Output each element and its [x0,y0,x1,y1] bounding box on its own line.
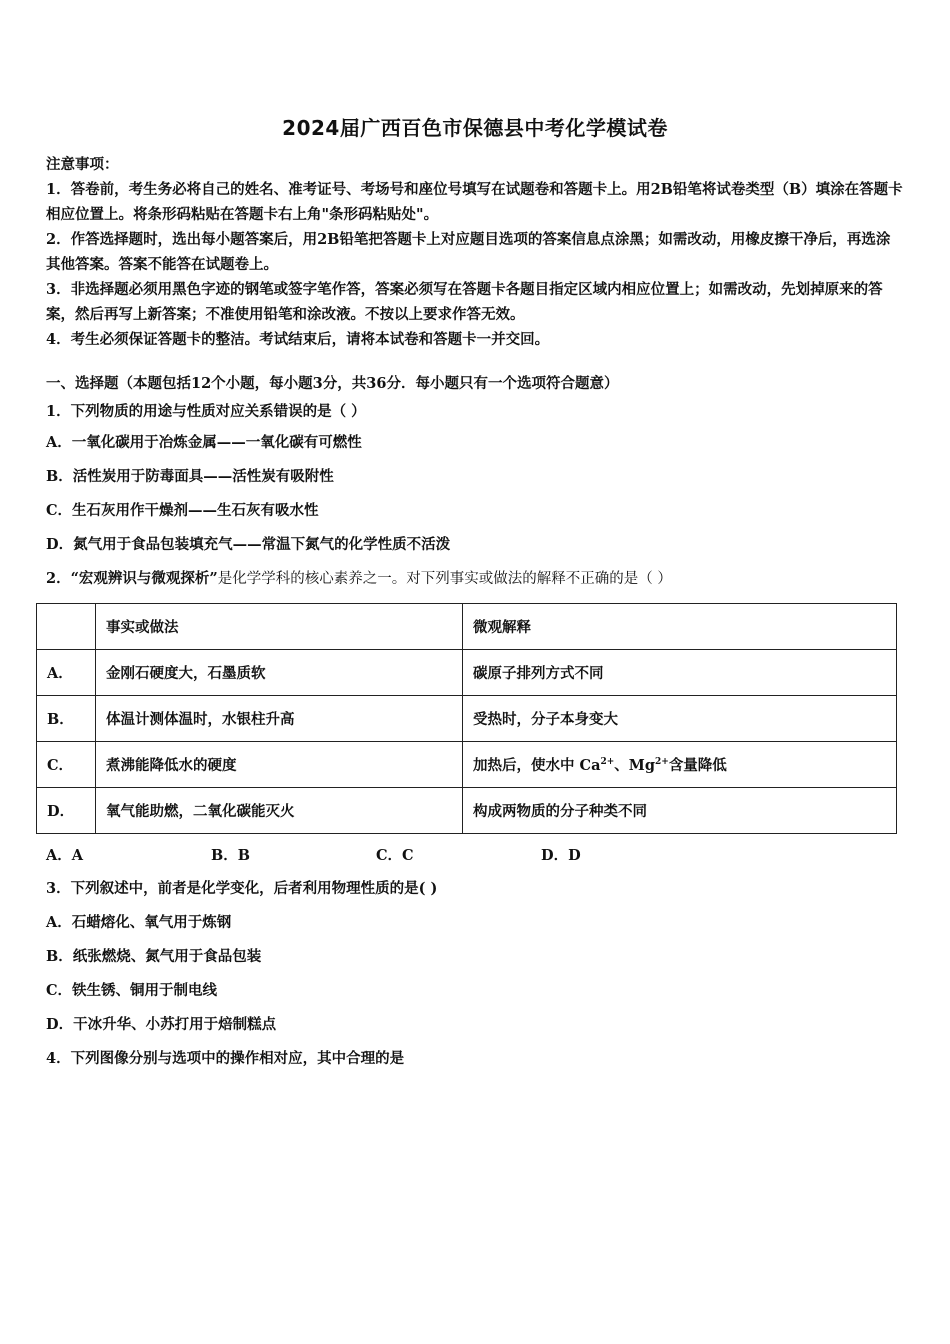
row-fact: 体温计测体温时，水银柱升高 [96,696,463,742]
notice-item: 3．非选择题必须用黑色字迹的钢笔或签字笔作答，答案必须写在答题卡各题目指定区域内相应位置上；如需改动，先划掉原来的答案，然后再写上新答案；不准使用铅笔和涂改液。不按以上要求作答无效。 [46,281,883,323]
q2-stem-keyword: 2．“宏观辨识与微观探析” [46,570,218,587]
q1-option-b: B．活性炭用于防毒面具——活性炭有吸附性 [46,468,334,485]
question-3-block [46,872,904,1076]
question-1-stem: 1．下列物质的用途与性质对应关系错误的是（ ） [46,403,366,420]
q2-answer-b: B．B [211,847,251,864]
notice-section [46,152,904,352]
charge-superscript: 2+ [655,757,669,768]
table-header-row [37,604,897,650]
q2-answer-a: A．A [46,847,84,864]
explain-text: 、Mg [614,757,655,774]
q1-option-d: D．氮气用于食品包装填充气——常温下氮气的化学性质不活泼 [46,536,451,553]
notice-item: 4．考生必须保证答题卡的整洁。考试结束后，请将本试卷和答题卡一并交回。 [46,331,550,348]
q1-option-a: A．一氧化碳用于冶炼金属——一氧化碳有可燃性 [46,434,362,451]
row-label: B． [37,696,96,742]
table-row [37,650,897,696]
row-explain [463,742,897,788]
question-1-block [46,370,904,596]
notice-heading: 注意事项： [46,156,119,173]
q1-option-c: C．生石灰用作干燥剂——生石灰有吸水性 [46,502,319,519]
row-fact: 氧气能助燃，二氧化碳能灭火 [96,788,463,834]
explain-text: 含量降低 [668,757,727,774]
table-header-cell: 事实或做法 [96,604,463,650]
row-fact: 金刚石硬度大，石墨质软 [96,650,463,696]
q3-option-c: C．铁生锈、铜用于制电线 [46,982,218,999]
q3-option-a: A．石蜡熔化、氧气用于炼钢 [46,914,232,931]
row-label: D． [37,788,96,834]
section-heading: 一、选择题（本题包括12个小题，每小题3分，共36分．每小题只有一个选项符合题意） [46,375,619,392]
row-explain: 碳原子排列方式不同 [463,650,897,696]
row-explain: 受热时，分子本身变大 [463,696,897,742]
row-explain: 构成两物质的分子种类不同 [463,788,897,834]
q2-answer-d: D．D [541,847,581,864]
q3-option-b: B．纸张燃烧、氮气用于食品包装 [46,948,262,965]
row-fact: 煮沸能降低水的硬度 [96,742,463,788]
table-header-cell: 微观解释 [463,604,897,650]
table-header-cell [37,604,96,650]
q2-answer-options [46,843,706,869]
q2-answer-c: C．C [376,847,414,864]
table-row [37,788,897,834]
q3-option-d: D．干冰升华、小苏打用于焙制糕点 [46,1016,277,1033]
row-label: A． [37,650,96,696]
question-4-stem: 4．下列图像分别与选项中的操作相对应，其中合理的是 [46,1050,405,1067]
question-3-stem: 3．下列叙述中，前者是化学变化，后者利用物理性质的是( ) [46,880,438,897]
explain-text: 加热后，使水中 Ca [473,757,601,774]
page-title: 2024届广西百色市保德县中考化学模试卷 [282,116,668,140]
row-label: C． [37,742,96,788]
charge-superscript: 2+ [600,757,615,768]
notice-item: 2．作答选择题时，选出每小题答案后，用2B铅笔把答题卡上对应题目选项的答案信息点涂黑；如需改动，用橡皮擦干净后，再选涂其他答案。答案不能答在试题卷上。 [46,231,891,273]
question-2-stem [46,562,904,596]
q2-stem-text: 是化学学科的核心素养之一。对下列事实或做法的解释不正确的是（ ） [217,571,672,587]
notice-item: 1．答卷前，考生务必将自己的姓名、准考证号、考场号和座位号填写在试题卷和答题卡上。用2B铅笔将试卷类型（B）填涂在答题卡相应位置上。将条形码粘贴在答题卡右上角"条形码粘贴处"。 [46,181,903,223]
table-row [37,742,897,788]
table-row [37,696,897,742]
q2-table [36,603,897,834]
